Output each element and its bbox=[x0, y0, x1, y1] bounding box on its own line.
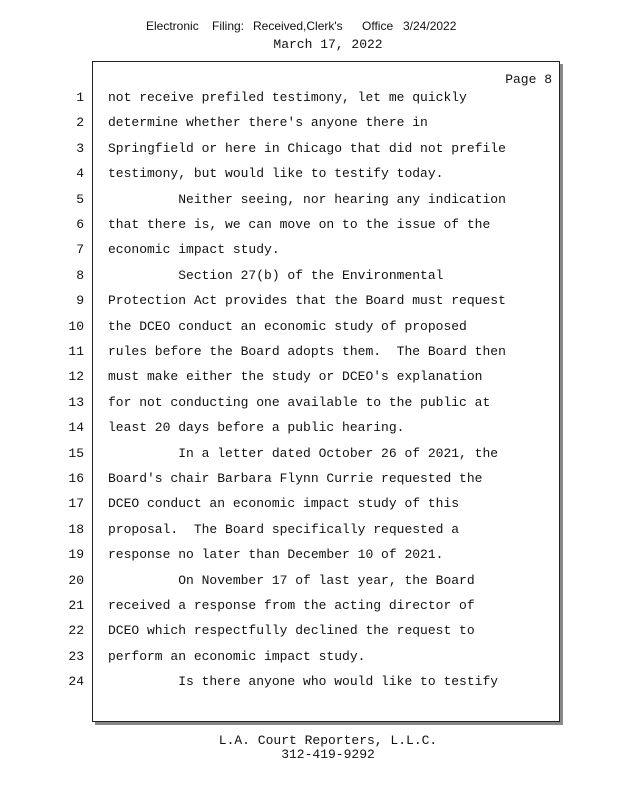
line-number: 18 bbox=[68, 521, 84, 537]
line-number: 6 bbox=[76, 217, 84, 232]
transcript-line bbox=[0, 192, 618, 217]
footer-phone: 312-419-9292 bbox=[281, 747, 375, 762]
transcript-line bbox=[0, 547, 618, 572]
transcript-line bbox=[0, 623, 618, 648]
transcript-line bbox=[0, 446, 618, 471]
transcript-line bbox=[0, 395, 618, 420]
transcript-line bbox=[0, 522, 618, 547]
line-text: least 20 days before a public hearing. bbox=[108, 420, 405, 436]
line-number: 7 bbox=[76, 242, 84, 258]
stamp-word: Office bbox=[362, 19, 394, 33]
line-number: 14 bbox=[68, 420, 84, 436]
line-text: proposal. The Board specifically requested a bbox=[108, 521, 460, 537]
line-text: DCEO conduct an economic impact study of this bbox=[108, 496, 460, 512]
line-number: 2 bbox=[76, 115, 84, 131]
transcript-line bbox=[0, 573, 618, 598]
transcript-line bbox=[0, 496, 618, 521]
line-number: 10 bbox=[68, 318, 84, 334]
transcript-line bbox=[0, 141, 618, 166]
stamp-word: Filing: bbox=[212, 19, 245, 33]
line-text: perform an economic impact study. bbox=[108, 648, 366, 664]
stamp-word: Received,Clerk's bbox=[253, 19, 343, 33]
page-number: Page 8 bbox=[505, 72, 552, 87]
line-number: 4 bbox=[76, 166, 84, 182]
transcript-line bbox=[0, 649, 618, 674]
line-number: 3 bbox=[76, 140, 84, 156]
line-number: 24 bbox=[68, 674, 84, 690]
line-text: rules before the Board adopts them. The Board then bbox=[108, 344, 506, 359]
stamp-word: 3/24/2022 bbox=[403, 19, 457, 33]
transcript-line bbox=[0, 369, 618, 394]
transcript-line bbox=[0, 344, 618, 369]
footer-company: L.A. Court Reporters, L.L.C. bbox=[218, 733, 438, 748]
line-number: 17 bbox=[68, 496, 84, 512]
line-text: In a letter dated October 26 of 2021, the bbox=[108, 445, 499, 461]
line-text: that there is, we can move on to the issue of the bbox=[108, 217, 491, 232]
stamp-word: Electronic bbox=[146, 19, 199, 33]
line-number: 13 bbox=[68, 394, 84, 410]
line-text: Section 27(b) of the Environmental bbox=[108, 267, 444, 283]
line-text: Springfield or here in Chicago that did not prefile bbox=[108, 140, 506, 156]
line-number: 15 bbox=[68, 445, 84, 461]
line-number: 5 bbox=[76, 191, 84, 207]
transcript-line bbox=[0, 217, 618, 242]
line-text: testimony, but would like to testify today. bbox=[108, 166, 444, 182]
line-number: 21 bbox=[68, 598, 84, 613]
line-text: for not conducting one available to the public at bbox=[108, 394, 491, 410]
line-text: economic impact study. bbox=[108, 242, 280, 258]
transcript-line bbox=[0, 115, 618, 140]
transcript-line bbox=[0, 268, 618, 293]
line-number: 22 bbox=[68, 623, 84, 639]
line-number: 20 bbox=[68, 572, 84, 588]
transcript-line bbox=[0, 242, 618, 267]
line-text: must make either the study or DCEO's explanation bbox=[108, 369, 483, 385]
line-number: 11 bbox=[68, 344, 84, 359]
transcript-line bbox=[0, 598, 618, 623]
line-number: 12 bbox=[68, 369, 84, 385]
line-text: Neither seeing, nor hearing any indication bbox=[108, 191, 506, 207]
transcript-line bbox=[0, 319, 618, 344]
line-number: 1 bbox=[76, 90, 84, 105]
line-text: determine whether there's anyone there in bbox=[108, 115, 428, 131]
line-text: received a response from the acting director of bbox=[108, 598, 475, 613]
line-text: DCEO which respectfully declined the request to bbox=[108, 623, 475, 639]
transcript-line bbox=[0, 166, 618, 191]
line-text: Board's chair Barbara Flynn Currie requested the bbox=[108, 471, 483, 486]
line-text: the DCEO conduct an economic study of proposed bbox=[108, 318, 467, 334]
line-text: On November 17 of last year, the Board bbox=[108, 572, 475, 588]
transcript-line bbox=[0, 674, 618, 699]
line-text: Is there anyone who would like to testify bbox=[108, 674, 499, 690]
line-text: Protection Act provides that the Board must request bbox=[108, 293, 506, 309]
transcript-line bbox=[0, 293, 618, 318]
line-number: 16 bbox=[68, 471, 84, 486]
transcript-line bbox=[0, 471, 618, 496]
line-text: not receive prefiled testimony, let me quickly bbox=[108, 90, 467, 105]
line-number: 23 bbox=[68, 648, 84, 664]
transcript-line bbox=[0, 420, 618, 445]
hearing-date: March 17, 2022 bbox=[273, 37, 383, 52]
line-text: response no later than December 10 of 2021. bbox=[108, 547, 444, 563]
transcript-line bbox=[0, 90, 618, 115]
line-number: 19 bbox=[68, 547, 84, 563]
line-number: 9 bbox=[76, 293, 84, 309]
line-number: 8 bbox=[76, 267, 84, 283]
